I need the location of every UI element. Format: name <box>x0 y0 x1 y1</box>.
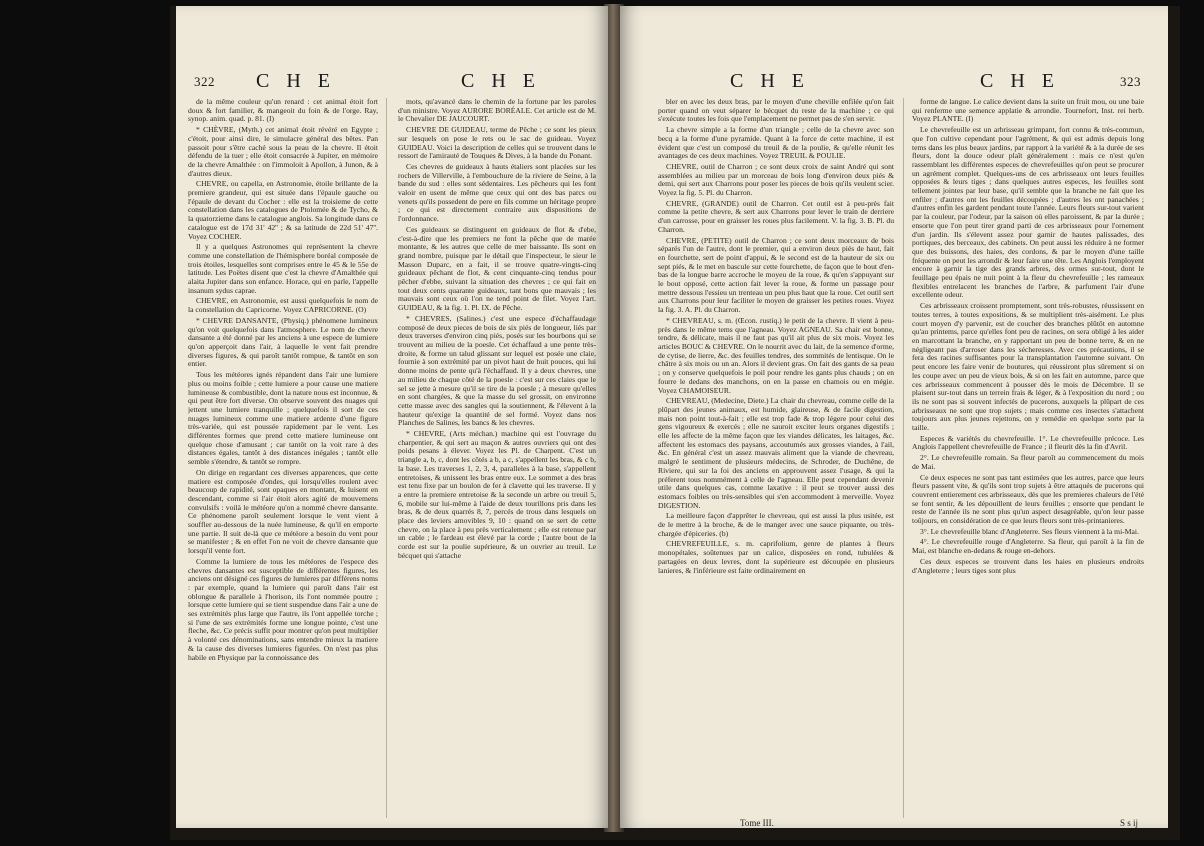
paragraph: * CHEVREAU, s. m. (Œcon. rustiq.) le petit de la chevre. Il vient à peu-près dans le même tems que l'agneau. Voyez AGNEAU. Sa chair est bonne, tendre, & délicate, mais il ne faut pas qu'il ait plus de six mois. Voyez les articles BOUC & CHEVRE. On le nourrit avec du lait, de la semence d'orme, de cytise, de lierre, &c. des feuilles tendres, des sommités de lentisque. On le châtre à six mois ou un an. Alors il devient gras. On fait des gants de sa peau ; on y conserve quelquefois le poil pour rendre les gants plus chauds ; on en fourre le dedans des manchons, on en la passe en chamois ou en mégie. Voyez CHAMOISEUR. <box>658 315 894 395</box>
paragraph: * CHEVRE, (Arts méchan.) machine qui est l'ouvrage du charpentier, & qui sert au maçon & autres ouvriers qui ont des poids pesans à élever. Voyez les Pl. de Charpent. C'est un triangle a, b, c, dont les côtés a b, a c, s'appellent les bras, & c b, la base. Les traverses 1, 2, 3, 4, paralleles à la base, s'appellent entretoises, & unissent les bras entre eux. Le sommet a des bras est tenu fixe par un boulon de fer à clavette qui les traverse. Il y a entre la premiere entretoise & la seconde un arbre ou treuil 5, 6, mobile sur lui-même à l'aide de deux tourillons pris dans les bras, & de deux quarrés 8, 7, percés de trous dans lesquels on place des leviers amovibles 9, 10 : quand on se sert de cette chevre, on la place à peu près verticalement ; elle est retenue par un cable ; le fardeau est élevé par la corde ; l'autre bout de la corde est sur la poulie supérieure, & un ouvrier au treuil. Le bécquet qui s'attache <box>398 429 596 560</box>
page-number: 322 <box>194 74 215 89</box>
paragraph: Ces arbrisseaux croissent promptement, sont très-robustes, réussissent en toutes terres, à toutes expositions, & se multiplient très-aisément. Le plus court moyen d'y parvenir, est de coucher des branches plûtôt en automne qu'au printems, parce qu'elles font peu de racines, on sera obligé à les aider en marcottant la branche, en y rapportant un peu de bonne terre, & en ne négligeant pas d'arroser dans les sécheresses. Avec ces précautions, il se fera des racines suffisantes pour la transplantation l'automne suivant. On peut encore les faire venir de boutures, qui réussiront plus sûrement si on les coupe avec un peu de vieux bois, & si on les fait en automne, parce que ces arbrisseaux commencent à pousser dès le mois de Décembre. Il se plaisent sur-tout dans un terrein frais & léger, & à l'exposition du nord ; ou ils ne sont pas si souvent infectés de pucerons, auxquels la plûpart de ces arbrisseaux ne sont que trop sujets ; mais comme ces insectes s'attachent toujours aux plus jeunes rejettons, on y remédie en quelque sorte par la taille. <box>912 301 1144 433</box>
column-divider <box>386 98 387 818</box>
paragraph: 4°. Le chevrefeuille rouge d'Angleterre. Sa fleur, qui paroît à la fin de Mai, est blanche en-dedans & rouge en-dehors. <box>912 537 1144 556</box>
running-head: C H E <box>256 70 336 92</box>
paragraph: CHEVRE, ou capella, en Astronomie, étoile brillante de la premiere grandeur, qui est située dans l'épaule gauche ou l'épaule de devant du Cocher : elle est la troisieme de cette constellation dans les catalogues de Ptolomée & de Tycho, & la quatorzieme dans le catalogue anglois. Sa longitude dans ce catalogue est de 17d 31' 42'' ; & sa latitude de 22d 51' 47''. Voyez COCHER. <box>188 179 378 241</box>
signature-mark: S s ij <box>1120 818 1139 828</box>
paragraph: CHEVRE, (PETITE) outil de Charron ; ce sont deux morceaux de bois séparés l'un de l'autre, dont le premier, qui a environ deux piés de haut, fait en fourchette, sert de point d'appui, & le second est de la hauteur de six ou sept piés, & le met en bascule sur cette fourchette, de façon que le bout d'en-bas de la longue barre accroche le moyeu de la roue, & qu'en s'appuyant sur le bout opposé, cette action fait lever la roue, & forme un passage pour mettre dessous l'essieu un trenteau un peu plus haut que la roue. Cet outil sert aux Charrons pour leur faciliter le moyen de graisser les petites roues. Voyez la fig. 3. A. Pl. du Charron. <box>658 235 894 315</box>
paragraph: Le chevrefeuille est un arbrisseau grimpant, fort connu & très-commun, que l'on cultive cependant pour l'agrément, & qui est admis depuis long tems dans les plus beaux jardins, par rapport à la variété & à la durée de ses fleurs, dont la douce odeur plaît généralement : mais ce n'est qu'en rassemblant les différentes especes de chevrefeuilles qu'on peut se procurer un agrément complet. Quelques-uns de ces arbrisseaux ont leurs feuilles opposées & leurs tiges ; dans quelques autres especes, les feuilles sont tellement jointes par leur base, qu'il semble que la branche ne fait que les enfiler ; d'autres ont les feuilles découpées ; d'autres les ont panachées ; d'autres enfin les gardent pendant toute l'année. Leurs fleurs sur-tout varient par la couleur, par l'odeur, par la saison où elles paroissent, & par la durée ; ensorte que l'on peut tirer grand parti de ces arbrisseaux pour l'ornement d'un jardin. Ils s'élevent assez pour garnir de hautes palissades, des portiques, des berceaux, des cabinets. On peut aussi les réduire à ne former que des buissons, des haies, des cordons, & par le moyen d'une taille fréquente on peut les arrondir & leur faire une tête. Les Anglois l'employent encore à garnir la tige des grands arbres, des ormes sur-tout, dont le feuillage peu épais ne nuit point à la fleur du chevrefeuille ; les rameaux flexibles entrelacent les branches de l'arbre, & parfument l'air d'une excellente odeur. <box>912 125 1144 300</box>
paragraph: CHEVREAU, (Medecine, Diete.) La chair du chevreau, comme celle de la plûpart des jeunes animaux, est humide, glaireuse, & de facile digestion, mais non point tout-à-fait ; elle est trop fade & trop légere pour celui des gens vigoureux & exercés ; elle ne sauroit exciter leurs organes digestifs ; elle les affecte de la même façon que les viandes délicates, les laitages, &c. affectent les estomacs des paysans, accoutumés aux grosses viandes, à l'ail, &c. En général c'est un assez mauvais aliment que la viande de chevreau, malgré le sentiment de plusieurs médecins, de Schroder, de Duchêne, de Riviere, qui sur la foi des anciens en approuvent assez l'usage, & qui la préferent tous nommément à celle de l'agneau. Elle peut cependant devenir utile dans quelques cas, comme laxative : il peut se trouver aussi des estomacs foibles ou très-sensibles qui s'en accommodent à merveille. Voyez DIGESTION. <box>658 396 894 510</box>
running-head: C H E <box>730 70 810 92</box>
paragraph: La chevre simple a la forme d'un triangle ; celle de la chevre avec son becq a la forme d'une pyramide. Quant à la force de cette machine, il est évident que c'est un composé du treuil & de la poulie, & qu'elle réunit les avantages de ces deux machines. Voyez TREUIL & POULIE. <box>658 125 894 161</box>
paragraph: de la même couleur qu'un renard : cet animal étoit fort doux & fort familier, & mangeoit du foin & de l'orge. Ray, synop. anim. quad. p. 81. (I) <box>188 98 378 124</box>
paragraph: CHEVRE, outil de Charron ; ce sont deux croix de saint André qui sont assemblées au milieu par un morceau de bois long d'environ deux piés & demi, qui sert aux Charrons pour poser les pieces de bois qu'ils veulent scier. Voyez la fig. 5. Pl. du Charron. <box>658 161 894 198</box>
paragraph: * CHÈVRE, (Myth.) cet animal étoit révéré en Egypte ; c'étoit, pour ainsi dire, le simulacre général des bêtes. Pan passoit pour s'être caché sous la peau de la chevre. Il étoit défendu de la tuer ; elle étoit consacrée à Jupiter, en mémoire de la chevre Amalthée : on l'immoloit à Apollon, à Junon, & à d'autres dieux. <box>188 125 378 178</box>
left-page <box>176 6 608 828</box>
left-page-header <box>176 70 608 92</box>
paragraph: La meilleure façon d'apprêter le chevreau, qui est aussi la plus usitée, est de le mettre à la broche, & de le manger avec une sauce piquante, ou très-chargée d'épiceries. (b) <box>658 511 894 538</box>
paragraph: * CHEVRE DANSANTE, (Physiq.) phénomene lumineux qu'on voit quelquefois dans l'atmosphere. Le nom de chevre dansante a été donné par les anciens à une espece de lumiere qu'on apperçoit dans l'air, à laquelle le vent fait prendre diverses figures, & qui paroît tantôt rompue, & tantôt en son entier. <box>188 315 378 369</box>
paragraph: 2°. Le chevrefeuille romain. Sa fleur paroît au commencement du mois de Mai. <box>912 453 1144 471</box>
page-number: 323 <box>1120 74 1141 89</box>
right-column-2 <box>912 98 1144 820</box>
paragraph: Ces guideaux se distinguent en guideaux de flot & d'ebe, c'est-à-dire que les premiers ne font la pêche que de marée montante, & les autres que celle de mer baissante. Ils sont en grand nombre, puisque par le détail que l'inspecteur, le sieur le Masson Duparc, en a fait, il se trouve quatre-vingts-cinq guideaux pêchant de flot, & cent cinquante-cinq tendus pour pêcher d'ebbe, suivant la situation des chevres ; ce qui fait en tout deux cents quarante guideaux, tant bons que mauvais ; les mauvais sont ceux où l'on ne tend point de filet. Voyez l'art. GUIDEAU, & la fig. 1. Pl. IX. de Pêche. <box>398 224 596 313</box>
paragraph: Ces chevres de guideaux à hauts étaliers sont placées sur les rochers de Villerville, à l'embouchure de la riviere de Seine, à la bande du sud : elles sont sédentaires. Les pêcheurs qui les font valoir en usent de même que ceux qui ont des bas parcs ou venets qu'ils possedent de pere en fils comme un héritage propre ; ce qui est directement contraire aux dispositions de l'ordonnance. <box>398 161 596 224</box>
running-head-2: C H E <box>461 70 541 92</box>
paragraph: CHEVRE DE GUIDEAU, terme de Pêche ; ce sont les pieux sur lesquels on pose le rets ou le sac de guideau. Voyez GUIDEAU. Voici la description de celles qui se trouvent dans le ressort de l'amirauté de Touques & Dives, à la bande du Ponant. <box>398 125 596 161</box>
right-page-header <box>620 70 1168 92</box>
paragraph: Ces deux especes se trouvent dans les haies en plusieurs endroits d'Angleterre ; leurs tiges sont plus <box>912 556 1144 575</box>
paragraph: CHEVRE, (GRANDE) outil de Charron. Cet outil est à peu-près fait comme la petite chevre, & sert aux Charrons pour lever le train de derriere d'un carrosse, pour en graisser les roues plus facilement. V. la fig. 3. B. Pl. du Charron. <box>658 198 894 234</box>
right-column-1 <box>658 98 894 818</box>
right-page <box>620 6 1168 828</box>
paragraph: forme de langue. Le calice devient dans la suite un fruit mou, ou une baie qui renferme une semence applatie & arrondie. Tournefort, Inst. rei herb. Voyez PLANTE. (I) <box>912 98 1144 124</box>
paragraph: Comme la lumiere de tous les météores de l'espece des chevres dansantes est susceptible de différentes figures, les anciens ont désigné ces figures de lumieres par différens noms : par exemple, quand la lumiere qui paroît dans l'air est oblongue & parallele à l'horison, ils l'ont nommée poutre ; lorsque cette lumiere qui se tient suspendue dans l'air a une de ses extrémités plus large que l'autre, ils l'ont appellée torche ; si l'une de ses extrémités forme une longue pointe, c'est une fleche, &c. Ce précis suffit pour montrer qu'on peut multiplier à volonté ces dénominations, sans entendre mieux la matiere & la cause des diverses lumieres figurées. On n'est pas plus habile en Physique par la connoissance des <box>188 556 378 662</box>
paragraph: Ce deux especes ne sont pas tant estimées que les autres, parce que leurs fleurs passent vite, & qu'ils sont trop sujets à être attaqués de pucerons qui couvrent entierement ces arbrisseaux, dès que les premieres chaleurs de l'été se font sentir, & les dépouillent de leurs feuilles ; ensorte que pendant le reste de l'année ils ne sont plus qu'un aspect desagréable, qu'on leur passe toûjours, en considération de ce que leurs fleurs sont très-printanieres. <box>912 472 1144 526</box>
paragraph: * CHEVRES, (Salines.) c'est une espece d'échaffaudage composé de deux pieces de bois de six piés de longueur, liés par deux traverses d'environ cinq piés, posés sur les bourbons qui se trouvent au milieu de la poesle. Cet échaffaud a une pente très-droite, & forme un talud glissant sur lequel est posée une claie, fournie à son extrémité par un pivot haut de huit pouces, qui lui donne moins de pente qu'à l'échaffaud. Il y a deux chevres, une au milieu de chaque côté de la poesle : c'est sur ces claies que le sel se jette à mesure qu'il se tire de la poesle ; à mesure qu'elles en sont chargées, & que la masse du sel grossit, on environne cette masse avec des sangles qui la soutiennent, & l'élevent à la hauteur qu'exige la quantité de sel formé. Voyez dans nos Planches de Salines, les bancs & les chevres. <box>398 313 596 428</box>
running-head-2: C H E <box>980 70 1060 92</box>
paragraph: mots, qu'avancé dans le chemin de la fortune par les paroles d'un ministre. Voyez AURORE BORÉALE. Cet article est de M. le Chevalier DE JAUCOURT. <box>398 98 596 124</box>
paragraph: bler en avec les deux bras, par le moyen d'une cheville enfilée qu'on fait porter quand on veut séparer le bécquet du reste de la machine ; ce qui s'exécute toutes les fois que l'emplacement ne permet pas de s'en servir. <box>658 98 894 124</box>
column-divider <box>903 98 904 818</box>
paragraph: 3°. Le chevrefeuille blanc d'Angleterre. Ses fleurs viennent à la mi-Mai. <box>920 526 1139 536</box>
paragraph: On dirige en regardant ces diverses apparences, que cette matiere est composée d'ondes, qui lorsqu'elles roulent avec beaucoup de rapidité, sont opaques en montant, & luisent en descendant, comme si l'air étoit alors agité de mouvemens convulsifs : voilà le météore qu'on a nommé chevre dansante. Ce phénomene paroît seulement lorsque le vent vient à souffler au-dessous de la nuée lumineuse, & qu'il en emporte une partie. Il suit de-là que ce météore a besoin du vent pour se manifester ; & en effet l'on ne voit de chevre dansante que lorsqu'il vente fort. <box>188 467 378 556</box>
paragraph: CHEVRE, en Astronomie, est aussi quelquefois le nom de la constellation du Capricorne. Voyez CAPRICORNE. (O) <box>188 296 378 315</box>
paragraph: CHEVREFEUILLE, s. m. caprifolium, genre de plantes à fleurs monopétales, soûtenues par un calice, disposées en rond, tubulées & partagées en deux levres, dont la supérieure est découpée en plusieurs lanieres, & l'inférieure est faite ordinairement en <box>658 539 894 575</box>
left-column-1 <box>188 98 378 820</box>
paragraph: Il y a quelques Astronomes qui représentent la chevre comme une constellation de l'hémisphere boréal composée de trois étoiles, lesquelles sont comprises entre le 45 & le 55e de latitude. Les Poëtes disent que c'est la chevre d'Amalthée qui alaita Jupiter dans son enfance. Horace, qui en parle, l'appelle insanum sydus caprae. <box>188 242 378 295</box>
volume-label: Tome III. <box>740 818 774 828</box>
paragraph: Tous les météores ignés répandent dans l'air une lumiere plus ou moins foible ; cette lumiere a pour cause une matiere lumineuse & combustible, dont la nature nous est inconnue, & qui peut être fort diverse. On observe souvent des nuages qui jettent une lumiere tranquille ; quelquefois il sort de ces nuages lumineux comme une matiere ardente d'une figure très-variée, qui est poussée rapidement par le vent. Les différentes formes que prend cette matiere lumineuse ont quelque chose d'amusant ; car tantôt on la voit rare à des distances égales, tantôt à des distances inégales ; tantôt elle semble s'étendre, & tantôt se rompre. <box>188 370 378 467</box>
paragraph: Especes & variétés du chevrefeuille. 1°. Le chevrefeuille précoce. Les Anglois l'appellent chevrefeuille de France ; il fleurit dès la fin d'Avril. <box>912 433 1144 452</box>
left-column-2 <box>398 98 596 820</box>
